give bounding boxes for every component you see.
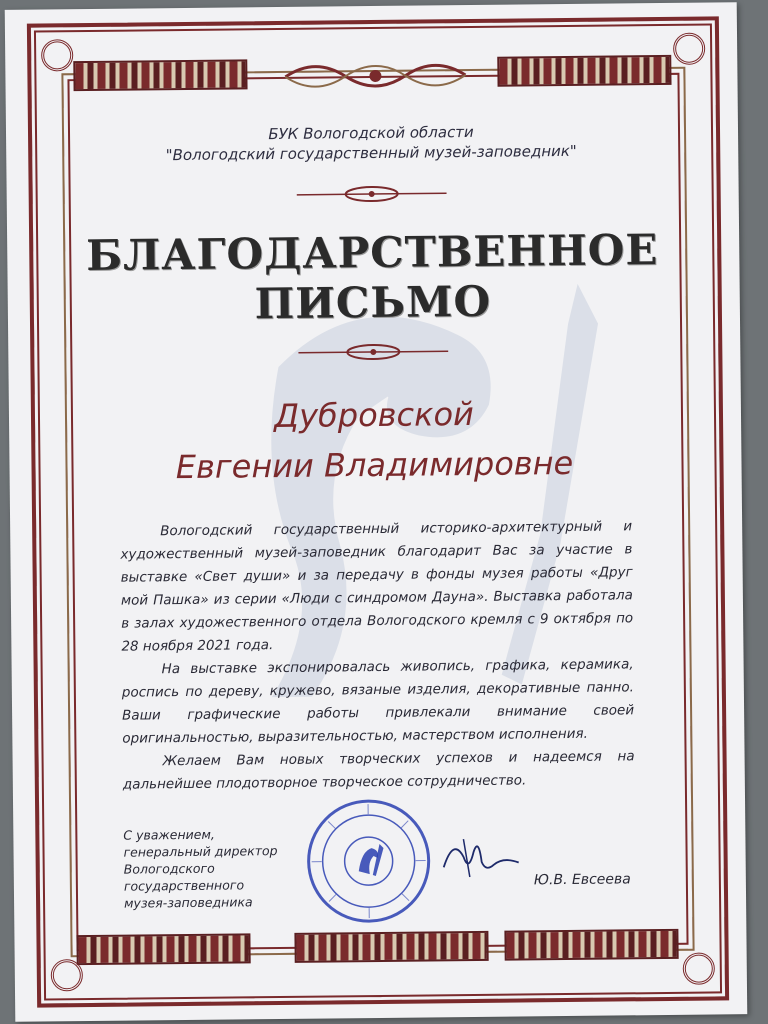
- sign-line-3: Вологодского государственного: [123, 860, 245, 894]
- signer-name: Ю.В. Евсеева: [533, 871, 631, 889]
- title-line2: ПИСЬМО: [254, 276, 492, 329]
- certificate-sheet: [5, 2, 748, 1022]
- signature-block: [123, 825, 324, 912]
- body-paragraph-3: Желаем Вам новых творческих успехов и надеемся на дальнейшее плодотворное творческое сотрудничество.: [122, 748, 635, 793]
- handwritten-signature: [433, 826, 524, 887]
- recipient-surname: Дубровской: [273, 394, 475, 436]
- body-paragraph-1: Вологодский государственный историко-архитектурный и художественный музей-заповедник благодарит Вас за участие в выставке «Свет души» и за передачу в фонды музея работы «Друг мой Пашка» из серии «Люди с синдромом Дауна». Выставка работала в залах художественного отдела Вологодского кремля с 9 октября по 28 ноября 2021 года.: [120, 518, 634, 655]
- lower-divider-ornament: [298, 341, 448, 363]
- organization-name-line1: БУК Вологодской области: [268, 122, 474, 144]
- body-paragraph-2: На выставке экспонировалась живопись, графика, керамика, роспись по дереву, кружево, вязаные изделия, декоративные панно. Ваши графические работы привлекали внимание своей оригинальностью, выразительностью, мастерством исполнения.: [121, 656, 635, 747]
- sign-line-2: генеральный директор: [123, 843, 278, 860]
- sign-line-1: С уважением,: [123, 826, 215, 843]
- organization-name-line2: "Вологодский государственный музей-заповедник": [165, 141, 577, 165]
- upper-divider-ornament: [297, 183, 447, 205]
- title-line1: БЛАГОДАРСТВЕННОЕ: [85, 225, 659, 281]
- sign-line-4: музея-заповедника: [124, 894, 253, 911]
- official-stamp: [303, 795, 434, 926]
- recipient-given-names: Евгении Владимировне: [175, 443, 574, 487]
